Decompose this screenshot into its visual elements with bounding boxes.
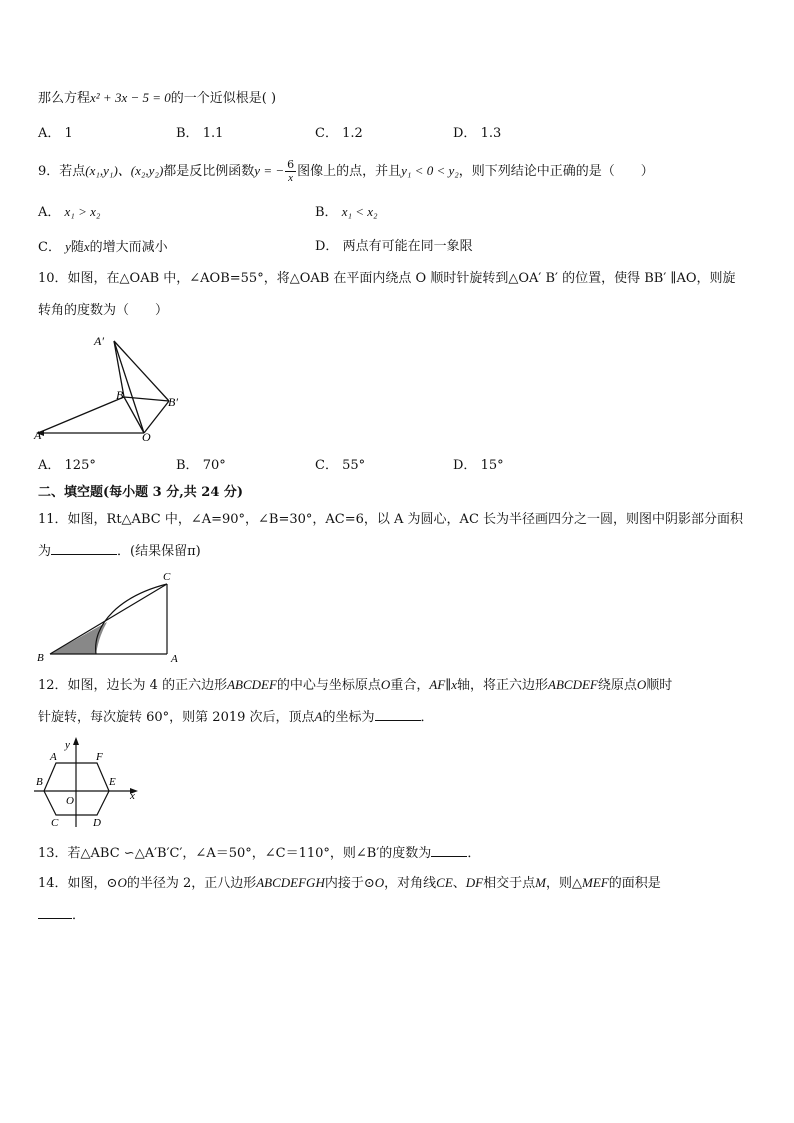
q8-option-a: A． 1 [38,126,73,141]
label-c: C [163,571,171,583]
q11-line2: 为 ．(结果保留π) [38,540,201,562]
label-a-prime: A′ [94,334,104,348]
label-e: E [109,776,116,788]
q14-answer-blank[interactable] [38,904,72,919]
q12-figure [34,735,144,830]
q12-line1: 12．如图，边长为 4 的正六边形ABCDEF的中心与坐标原点O重合，AF∥x轴，将正六边形ABCDEF绕原点O顺时 [38,677,673,693]
label-x: x [130,790,135,802]
q9-option-d: D． 两点有可能在同一象限 [315,239,473,254]
label-b: B [116,388,124,402]
q13-line: 13．若△ABC ∽△A′B′C′，∠A＝50°，∠C＝110°，则∠B′的度数为 ． [38,842,480,864]
q8-equation: x² + 3x − 5 = 0 [90,90,171,105]
label-a: A [50,751,57,763]
q14-line2: ． [38,904,85,926]
q10-option-d: D． 15° [453,458,504,473]
label-o: O [142,430,151,444]
q9-fraction: $\frac{6}{x}$ [287,158,295,184]
label-b: B [36,776,43,788]
q9-stem: 9．若点(x₁,y₁)、(x₂,y₂)都是反比例函数y = − $\frac{6}{x}$ 图像上的点，并且y₁ < 0 < y₂，则下列结论中正确的是（ ） [38,158,654,184]
q9-option-a: A． x₁ > x₂ [38,204,101,220]
label-a: A [171,653,178,665]
q10-option-a: A． 125° [38,458,96,473]
q11-figure [36,570,181,665]
q10-line2: 转角的度数为（ ） [38,303,169,318]
label-b-prime: B′ [168,395,178,409]
q8-option-c: C． 1.2 [315,126,363,141]
q10-option-c: C． 55° [315,458,366,473]
q14-line1: 14．如图，⊙O的半径为 2，正八边形ABCDEFGH内接于⊙O，对角线CE、DF相交于点M，则△MEF的面积是 [38,875,661,891]
q11-answer-blank[interactable] [51,540,117,555]
section-heading: 二、填空题(每小题 3 分,共 24 分) [38,485,244,500]
q8-stem: 那么方程x² + 3x − 5 = 0的一个近似根是( ) [38,90,277,106]
q10-line1: 10．如图，在△OAB 中，∠AOB=55°，将△OAB 在平面内绕点 O 顺时针旋转到△OA′ B′ 的位置，使得 BB′ ∥AO，则旋 [38,271,736,286]
q11-line1: 11．如图，Rt△ABC 中，∠A=90°，∠B=30°，AC=6，以 A 为圆心，AC 长为半径画四分之一圆，则图中阴影部分面积 [38,512,744,527]
q9-option-b: B． x₁ < x₂ [315,204,378,220]
q10-option-b: B． 70° [176,458,226,473]
label-a: A [34,428,42,442]
q9-option-c: C． y随x的增大而减小 [38,239,168,255]
label-c: C [51,817,59,829]
q12-answer-blank[interactable] [375,706,421,721]
label-d: D [93,817,101,829]
label-f: F [96,751,103,763]
q10-figure [34,333,178,444]
q13-answer-blank[interactable] [431,842,467,857]
label-b: B [37,652,44,664]
q12-line2: 针旋转，每次旋转 60°，则第 2019 次后，顶点A的坐标为 ． [38,706,434,728]
label-o: O [66,795,74,807]
q8-option-d: D． 1.3 [453,126,502,141]
q8-option-b: B． 1.1 [176,126,224,141]
label-y: y [65,739,70,751]
